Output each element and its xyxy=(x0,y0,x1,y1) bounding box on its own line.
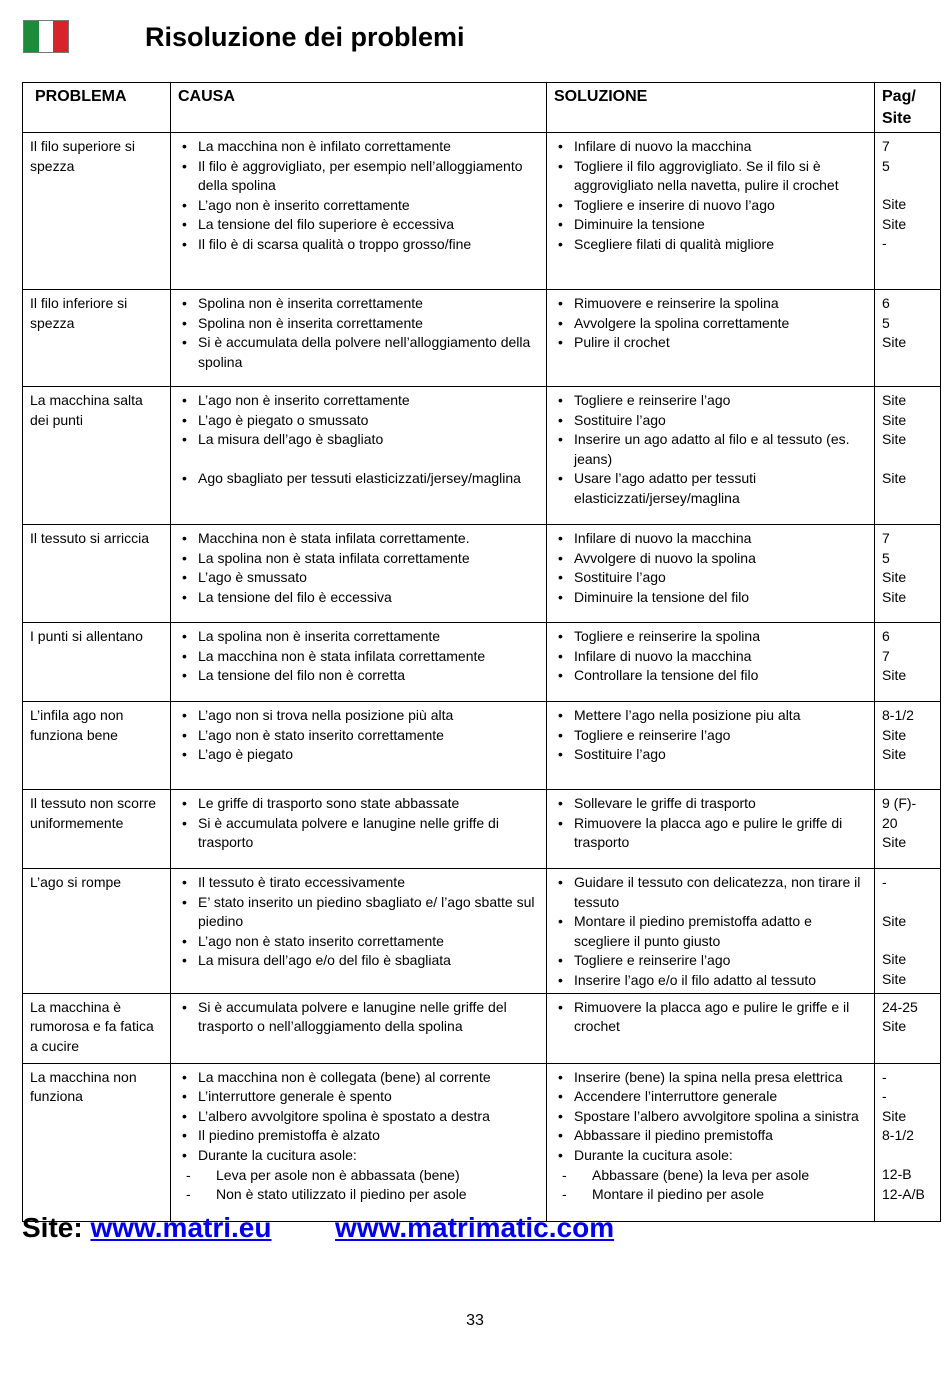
problem-cell: Il filo superiore si spezza xyxy=(23,133,171,290)
solution-item: • Sostituire l’ago xyxy=(554,411,867,431)
cause-list xyxy=(178,794,539,853)
solution-list xyxy=(554,137,867,255)
page-ref: Site xyxy=(882,667,907,684)
page-ref-cell xyxy=(875,702,941,790)
solution-item: • Abbassare il piedino premistoffa xyxy=(554,1126,867,1146)
solution-list xyxy=(554,391,867,509)
solution-item: • Usare l’ago adatto per tessuti elasticizzati/jersey/maglina xyxy=(554,469,867,508)
cause-sub-item: - Non è stato utilizzato il piedino per asole xyxy=(178,1185,539,1205)
cause-list xyxy=(178,137,539,255)
cause-sub-item: - Leva per asole non è abbassata (bene) xyxy=(178,1166,539,1186)
footer-sites xyxy=(22,1212,614,1244)
page-ref: 8-1/2 xyxy=(882,707,914,723)
cause-list xyxy=(178,391,539,489)
problem-cell: Il filo inferiore si spezza xyxy=(23,290,171,387)
spacer xyxy=(178,450,539,470)
problem-cell: I punti si allentano xyxy=(23,623,171,702)
page-ref: Site xyxy=(882,469,907,486)
problem-cell: La macchina non funziona xyxy=(23,1063,171,1221)
solution-item: • Diminuire la tensione xyxy=(554,215,867,235)
solution-item: • Durante la cucitura asole: xyxy=(554,1146,867,1166)
cause-item: • Ago sbagliato per tessuti elasticizzati/jersey/maglina xyxy=(178,469,539,489)
problem-cell: Il tessuto si arriccia xyxy=(23,525,171,623)
cause-item: • L’ago è piegato o smussato xyxy=(178,411,539,431)
solution-item: • Togliere e reinserire l’ago xyxy=(554,391,867,411)
header-problema: PROBLEMA xyxy=(23,83,171,133)
solution-item: • Rimuovere la placca ago e pulire le griffe e il crochet xyxy=(554,998,867,1037)
page-ref: Site xyxy=(882,215,907,232)
cause-item: • Si è accumulata della polvere nell’alloggiamento della spolina xyxy=(178,333,539,372)
cause-item: • Spolina non è inserita correttamente xyxy=(178,294,539,314)
problem-cell: Il tessuto non scorre uniformemente xyxy=(23,790,171,869)
page-ref: 20 xyxy=(882,814,898,831)
header-causa: CAUSA xyxy=(171,83,547,133)
page-ref xyxy=(882,931,933,950)
solution-cell xyxy=(547,525,875,623)
problem-cell: L’ago si rompe xyxy=(23,869,171,994)
page-ref: Site xyxy=(882,392,907,408)
solution-item: • Scegliere filati di qualità migliore xyxy=(554,235,867,255)
page-ref: Site xyxy=(882,970,907,987)
solution-list xyxy=(554,998,867,1037)
cause-item: • Spolina non è inserita correttamente xyxy=(178,314,539,334)
table-row xyxy=(23,993,941,1063)
page-ref: Site xyxy=(882,726,907,743)
table-row xyxy=(23,290,941,387)
page-ref: 6 xyxy=(882,295,890,311)
cause-list xyxy=(178,529,539,607)
cause-item: • Macchina non è stata infilata correttamente. xyxy=(178,529,539,549)
cause-item: • La tensione del filo è eccessiva xyxy=(178,588,539,608)
cause-cell xyxy=(171,702,547,790)
table-header-row xyxy=(23,83,941,133)
solution-sub-item: - Montare il piedino per asole xyxy=(554,1185,867,1205)
table-row xyxy=(23,702,941,790)
cause-list xyxy=(178,627,539,686)
cause-item: • Durante la cucitura asole: xyxy=(178,1146,539,1166)
page-ref: 12-B xyxy=(882,1165,912,1182)
cause-item: • Si è accumulata polvere e lanugine nelle griffe di trasporto xyxy=(178,814,539,853)
cause-item: • L’ago è piegato xyxy=(178,745,539,765)
cause-item: • Si è accumulata polvere e lanugine nelle griffe del trasporto o nell’alloggiamento della spolina xyxy=(178,998,539,1037)
page-ref: 7 xyxy=(882,138,890,154)
table-row xyxy=(23,1063,941,1221)
solution-item: • Togliere e reinserire l’ago xyxy=(554,726,867,746)
table-row xyxy=(23,623,941,702)
page-ref xyxy=(882,176,933,195)
solution-item: • Avvolgere di nuovo la spolina xyxy=(554,549,867,569)
cause-item: • L’ago non si trova nella posizione più alta xyxy=(178,706,539,726)
solution-item: • Infilare di nuovo la macchina xyxy=(554,647,867,667)
cause-item: • E’ stato inserito un piedino sbagliato e/ l’ago sbatte sul piedino xyxy=(178,893,539,932)
page-title: Risoluzione dei problemi xyxy=(145,22,465,52)
solution-list xyxy=(554,627,867,686)
italian-flag-icon xyxy=(23,20,69,53)
header-soluzione: SOLUZIONE xyxy=(547,83,875,133)
problem-cell: La macchina è rumorosa e fa fatica a cucire xyxy=(23,993,171,1063)
cause-list xyxy=(178,998,539,1037)
page-ref: Site xyxy=(882,834,907,851)
page-ref: Site xyxy=(882,746,907,763)
solution-cell xyxy=(547,387,875,525)
page-ref: Site xyxy=(882,1107,907,1124)
cause-item: • Il tessuto è tirato eccessivamente xyxy=(178,873,539,893)
table-row xyxy=(23,525,941,623)
page-ref-cell xyxy=(875,133,941,290)
page-ref xyxy=(882,1146,933,1165)
solution-item: • Accendere l’interruttore generale xyxy=(554,1087,867,1107)
cause-item: • La spolina non è stata infilata correttamente xyxy=(178,549,539,569)
cause-item: • La misura dell’ago è sbagliato xyxy=(178,430,539,450)
page-ref: 7 xyxy=(882,647,890,664)
solution-cell xyxy=(547,1063,875,1221)
troubleshooting-table xyxy=(22,82,941,1222)
page-ref: 5 xyxy=(882,549,890,566)
solution-list xyxy=(554,529,867,607)
cause-cell xyxy=(171,790,547,869)
link-matri[interactable]: www.matri.eu xyxy=(90,1212,272,1243)
solution-cell xyxy=(547,790,875,869)
cause-item: • L’ago non è inserito correttamente xyxy=(178,196,539,216)
page-ref xyxy=(882,893,933,912)
solution-cell xyxy=(547,133,875,290)
cause-item: • La tensione del filo non è corretta xyxy=(178,666,539,686)
page-ref: Site xyxy=(882,431,907,448)
page-ref-cell xyxy=(875,1063,941,1221)
page-ref: Site xyxy=(882,951,907,968)
solution-sub-item: - Abbassare (bene) la leva per asole xyxy=(554,1166,867,1186)
page-ref: - xyxy=(882,1088,887,1105)
solution-item: • Sostituire l’ago xyxy=(554,745,867,765)
solution-cell xyxy=(547,993,875,1063)
page-ref: 9 (F)- xyxy=(882,795,917,811)
page-ref-cell xyxy=(875,869,941,994)
page-ref: - xyxy=(882,1068,887,1085)
page-ref: 5 xyxy=(882,157,890,174)
cause-item: • La misura dell’ago e/o del filo è sbagliata xyxy=(178,951,539,971)
cause-item: • Il filo è di scarsa qualità o troppo grosso/fine xyxy=(178,235,539,255)
solution-item: • Spostare l’albero avvolgitore spolina a sinistra xyxy=(554,1107,867,1127)
table-row xyxy=(23,133,941,290)
cause-item: • L’albero avvolgitore spolina è spostato a destra xyxy=(178,1107,539,1127)
cause-item: • L’ago non è inserito correttamente xyxy=(178,391,539,411)
page-ref-cell xyxy=(875,790,941,869)
page-ref: Site xyxy=(882,588,907,605)
solution-cell xyxy=(547,290,875,387)
cause-cell xyxy=(171,623,547,702)
cause-cell xyxy=(171,387,547,525)
page-ref: Site xyxy=(882,334,907,351)
solution-cell xyxy=(547,702,875,790)
solution-list xyxy=(554,294,867,353)
page-ref: Site xyxy=(882,1018,907,1035)
cause-item: • La spolina non è inserita correttamente xyxy=(178,627,539,647)
table-row xyxy=(23,790,941,869)
cause-list xyxy=(178,294,539,372)
cause-item: • Il filo è aggrovigliato, per esempio nell’alloggiamento della spolina xyxy=(178,157,539,196)
solution-item: • Avvolgere la spolina correttamente xyxy=(554,314,867,334)
cause-cell xyxy=(171,133,547,290)
page-ref-cell xyxy=(875,387,941,525)
solution-item: • Infilare di nuovo la macchina xyxy=(554,529,867,549)
cause-list xyxy=(178,1068,539,1205)
cause-item: • La macchina non è infilato correttamente xyxy=(178,137,539,157)
solution-item: • Mettere l’ago nella posizione piu alta xyxy=(554,706,867,726)
page-ref-cell xyxy=(875,993,941,1063)
flag-red-stripe xyxy=(53,21,68,52)
page-ref: 6 xyxy=(882,628,890,644)
table-row xyxy=(23,387,941,525)
solution-item: • Sollevare le griffe di trasporto xyxy=(554,794,867,814)
solution-item: • Togliere e reinserire la spolina xyxy=(554,627,867,647)
page-ref: 5 xyxy=(882,314,890,331)
solution-item: • Guidare il tessuto con delicatezza, non tirare il tessuto xyxy=(554,873,867,912)
cause-item: • La tensione del filo superiore è eccessiva xyxy=(178,215,539,235)
solution-cell xyxy=(547,623,875,702)
page-ref xyxy=(882,450,933,469)
solution-item: • Togliere e inserire di nuovo l’ago xyxy=(554,196,867,216)
page-ref: - xyxy=(882,874,887,890)
cause-item: • Il piedino premistoffa è alzato xyxy=(178,1126,539,1146)
solution-item: • Rimuovere la placca ago e pulire le griffe di trasporto xyxy=(554,814,867,853)
flag-white-stripe xyxy=(39,21,54,52)
solution-item: • Diminuire la tensione del filo xyxy=(554,588,867,608)
solution-list xyxy=(554,706,867,765)
page-ref: 8-1/2 xyxy=(882,1127,914,1144)
cause-list xyxy=(178,706,539,765)
cause-cell xyxy=(171,993,547,1063)
page-ref: Site xyxy=(882,569,907,586)
page-ref-cell xyxy=(875,623,941,702)
cause-cell xyxy=(171,525,547,623)
cause-item: • Le griffe di trasporto sono state abbassate xyxy=(178,794,539,814)
cause-list xyxy=(178,873,539,971)
cause-item: • La macchina non è stata infilata correttamente xyxy=(178,647,539,667)
solution-item: • Montare il piedino premistoffa adatto e scegliere il punto giusto xyxy=(554,912,867,951)
cause-cell xyxy=(171,869,547,994)
problem-cell: La macchina salta dei punti xyxy=(23,387,171,525)
page-ref: Site xyxy=(882,411,907,428)
cause-cell xyxy=(171,290,547,387)
page-ref: Site xyxy=(882,196,907,213)
cause-item: • La macchina non è collegata (bene) al corrente xyxy=(178,1068,539,1088)
solution-list xyxy=(554,794,867,853)
cause-item: • L’ago è smussato xyxy=(178,568,539,588)
solution-item: • Togliere il filo aggrovigliato. Se il filo si è aggrovigliato nella navetta, pulire il crochet xyxy=(554,157,867,196)
table-row xyxy=(23,869,941,994)
page-ref-cell xyxy=(875,525,941,623)
solution-item: • Inserire l’ago e/o il filo adatto al tessuto xyxy=(554,971,867,991)
header-pag-site: Pag/ Site xyxy=(875,83,941,133)
solution-item: • Sostituire l’ago xyxy=(554,568,867,588)
page-ref: - xyxy=(882,235,887,252)
solution-item: • Pulire il crochet xyxy=(554,333,867,353)
solution-item: • Inserire (bene) la spina nella presa elettrica xyxy=(554,1068,867,1088)
solution-item: • Togliere e reinserire l’ago xyxy=(554,951,867,971)
page-ref: Site xyxy=(882,912,907,929)
cause-item: • L’interruttore generale è spento xyxy=(178,1087,539,1107)
solution-item: • Inserire un ago adatto al filo e al tessuto (es. jeans) xyxy=(554,430,867,469)
solution-item: • Controllare la tensione del filo xyxy=(554,666,867,686)
cause-item: • L’ago non è stato inserito correttamente xyxy=(178,932,539,952)
site-label: Site: xyxy=(22,1212,83,1243)
page-ref: 24-25 xyxy=(882,998,918,1015)
page-number: 33 xyxy=(466,1312,484,1329)
page-ref: 12-A/B xyxy=(882,1185,925,1202)
solution-cell xyxy=(547,869,875,994)
page-ref-cell xyxy=(875,290,941,387)
solution-item: • Infilare di nuovo la macchina xyxy=(554,137,867,157)
solution-item: • Rimuovere e reinserire la spolina xyxy=(554,294,867,314)
cause-cell xyxy=(171,1063,547,1221)
page-ref: 7 xyxy=(882,530,890,546)
problem-cell: L’infila ago non funziona bene xyxy=(23,702,171,790)
solution-list xyxy=(554,873,867,991)
flag-green-stripe xyxy=(24,21,39,52)
cause-item: • L’ago non è stato inserito correttamente xyxy=(178,726,539,746)
link-matrimatic[interactable]: www.matrimatic.com xyxy=(335,1212,615,1243)
solution-list xyxy=(554,1068,867,1205)
